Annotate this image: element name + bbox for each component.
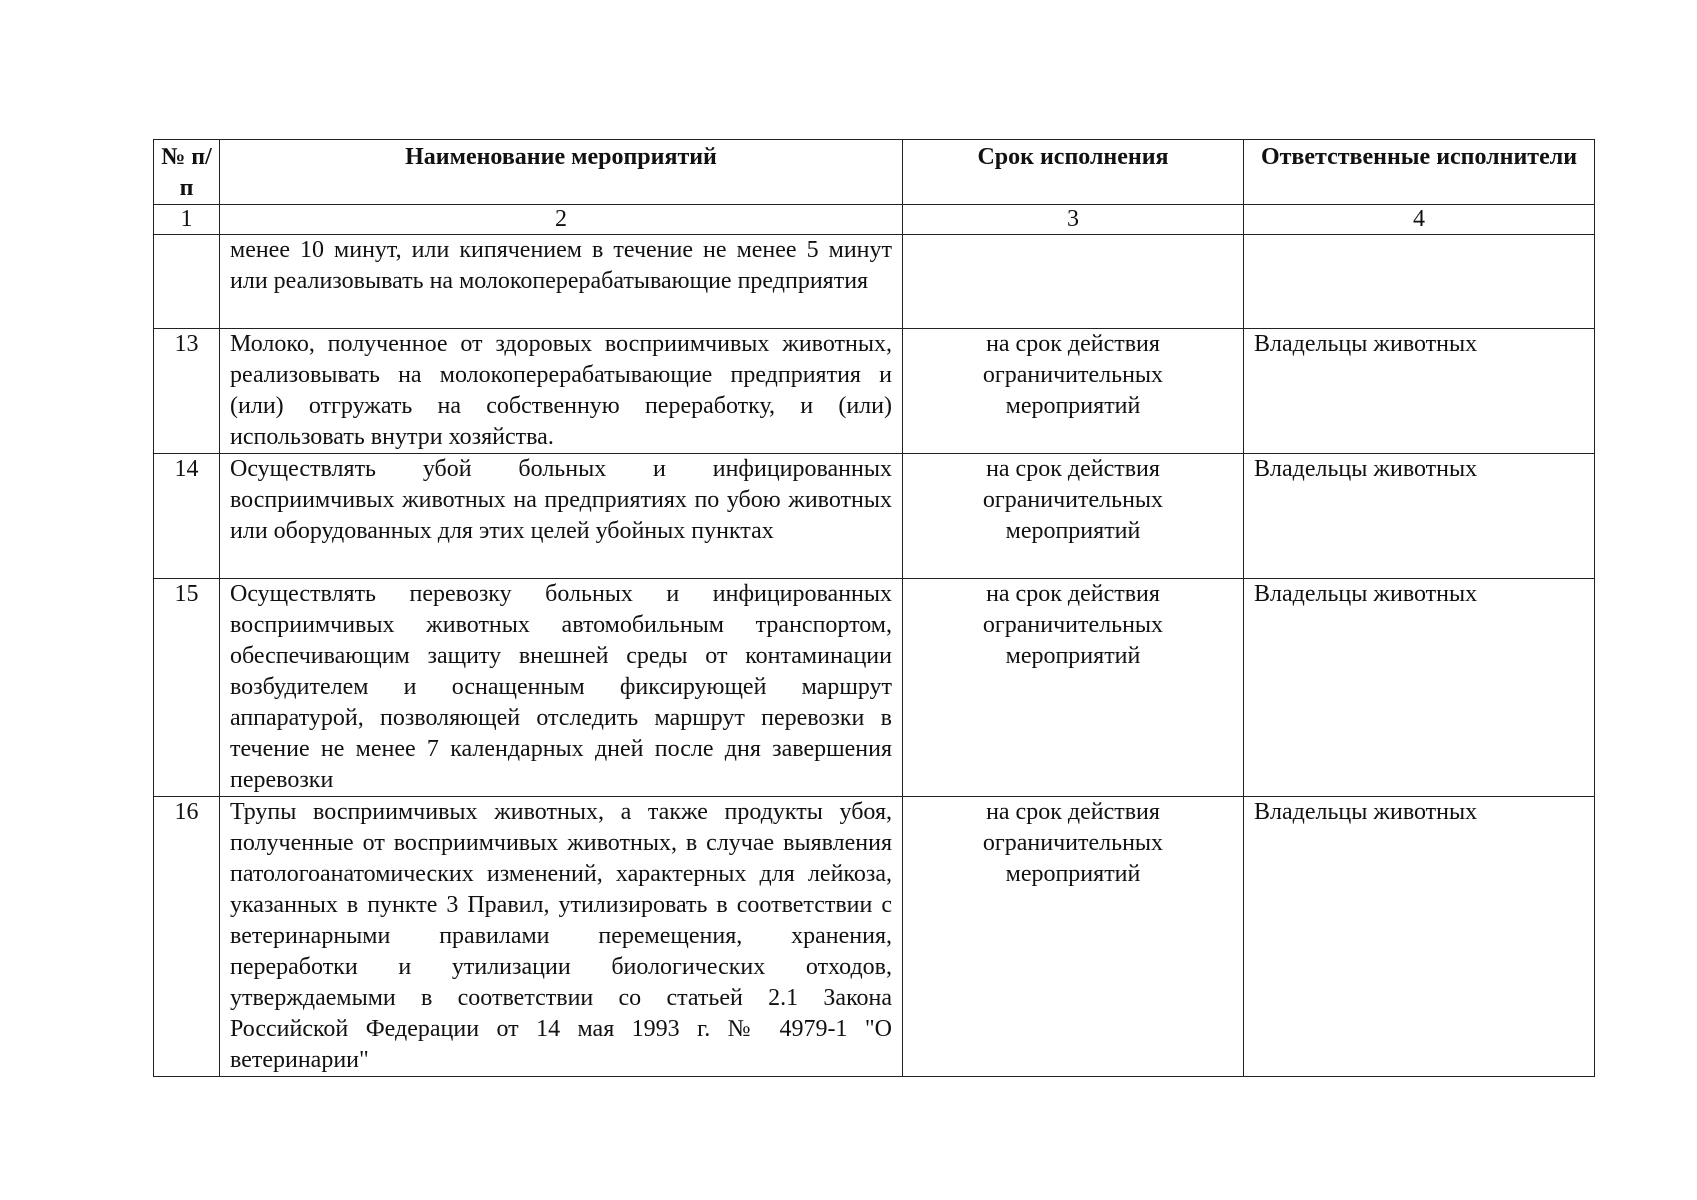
row-name: Осуществлять перевозку больных и инфицированных восприимчивых животных автомобильным транспортом, обеспечивающим защиту внешней среды от контаминации возбудителем и оснащенным фиксирующей маршрут аппаратурой, позволяющей отследить маршрут перевозки в течение не менее 7 календарных дней после дня завершения перевозки (220, 579, 903, 797)
row-term: на срок действия ограничительных мероприятий (903, 797, 1244, 1077)
row-term: на срок действия ограничительных мероприятий (903, 579, 1244, 797)
row-term: на срок действия ограничительных мероприятий (903, 454, 1244, 579)
table-row (154, 329, 1595, 454)
header-row (154, 140, 1595, 205)
row-responsible: Владельцы животных (1244, 797, 1595, 1077)
column-number-row (154, 205, 1595, 235)
row-num: 16 (154, 797, 220, 1077)
header-name: Наименование мероприятий (220, 140, 903, 205)
column-number: 1 (154, 205, 220, 235)
table-row-continuation (154, 235, 1595, 329)
row-num: 14 (154, 454, 220, 579)
row-num (154, 235, 220, 329)
header-num: № п/п (154, 140, 220, 205)
row-responsible (1244, 235, 1595, 329)
header-term: Срок исполнения (903, 140, 1244, 205)
table-row (154, 454, 1595, 579)
row-term (903, 235, 1244, 329)
row-responsible: Владельцы животных (1244, 454, 1595, 579)
row-responsible: Владельцы животных (1244, 329, 1595, 454)
row-term: на срок действия ограничительных мероприятий (903, 329, 1244, 454)
row-num: 15 (154, 579, 220, 797)
column-number: 2 (220, 205, 903, 235)
header-responsible: Ответственные исполнители (1244, 140, 1595, 205)
column-number: 3 (903, 205, 1244, 235)
row-name: Осуществлять убой больных и инфицированных восприимчивых животных на предприятиях по убою животных или оборудованных для этих целей убойных пунктах (220, 454, 903, 579)
table-row (154, 579, 1595, 797)
measures-table (153, 139, 1595, 1077)
row-num: 13 (154, 329, 220, 454)
row-name: Молоко, полученное от здоровых восприимчивых животных, реализовывать на молокоперерабатывающие предприятия и (или) отгружать на собственную переработку, и (или) использовать внутри хозяйства. (220, 329, 903, 454)
row-name: менее 10 минут, или кипячением в течение не менее 5 минут или реализовывать на молокоперерабатывающие предприятия (220, 235, 903, 329)
row-name: Трупы восприимчивых животных, а также продукты убоя, полученные от восприимчивых животных, в случае выявления патологоанатомических изменений, характерных для лейкоза, указанных в пункте 3 Правил, утилизировать в соответствии с ветеринарными правилами перемещения, хранения, переработки и утилизации биологических отходов, утверждаемыми в соответствии со статьей 2.1 Закона Российской Федерации от 14 мая 1993 г. № 4979-1 "О ветеринарии" (220, 797, 903, 1077)
column-number: 4 (1244, 205, 1595, 235)
table-row (154, 797, 1595, 1077)
row-responsible: Владельцы животных (1244, 579, 1595, 797)
